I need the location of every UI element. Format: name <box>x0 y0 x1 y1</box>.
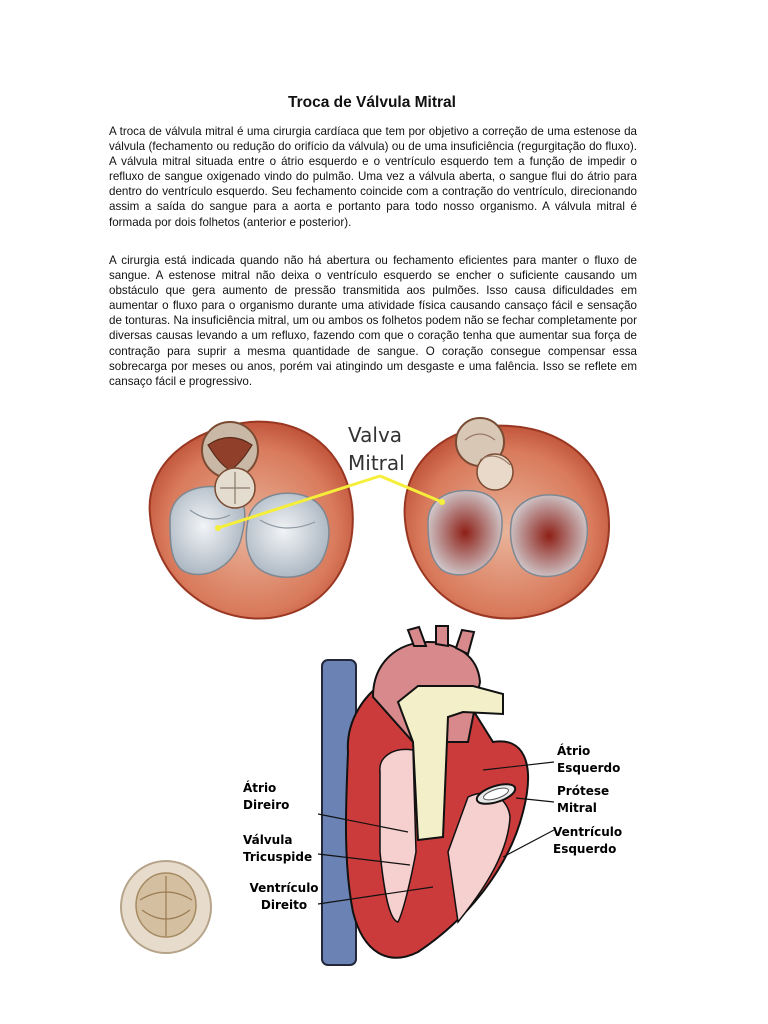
label-ventriculo-esquerdo: Ventrículo Esquerdo <box>553 825 623 856</box>
document-title: Troca de Válvula Mitral <box>288 94 456 111</box>
prosthetic-valve-photo <box>118 858 214 956</box>
label-valvula-tricuspide: Válvula Tricuspide <box>243 833 313 864</box>
valva-label-line2: Mitral <box>348 451 405 475</box>
label-atrio-esquerdo: Átrio Esquerdo <box>557 744 621 775</box>
paragraph-indication: A cirurgia está indicada quando não há abertura ou fechamento eficientes para manter o fluxo de sangue. A estenose mitral não deixa o ventrículo esquerdo se encher o suficiente causando um obstáculo que gera aumento de pressão transmitida aos pulmões. Isso causa dificuldades em aumentar o fluxo para o organismo durante uma atividade física causando cansaço fácil e sensação de tonturas. Na insuficiência mitral, um ou ambos os folhetos podem não se fechar completamente por diversas causas levando a um refluxo, fazendo com que o coração tenha que aumentar sua força de contração para suprir a mesma quantidade de sangue. O coração consegue compensar essa sobrecarga por meses ou anos, porém vai atingindo um desgaste e uma falência. Isso se reflete em cansaço fácil e progressivo. <box>109 254 637 388</box>
paragraph-intro: A troca de válvula mitral é uma cirurgia cardíaca que tem por objetivo a correção de uma estenose da válvula (fechamento ou redução do orifício da válvula) ou de uma insuficiência (regurgitação do fluxo). A válvula mitral situada entre o átrio esquerdo e o ventrículo esquerdo tem a função de impedir o refluxo de sangue oxigenado vindo do pulmão. Uma vez a válvula aberta, o sangue flui do átrio para dentro do ventrículo esquerdo. Seu fechamento coincide com a contração do ventrículo, direcionando assim a saída do sangue para a aorta e portanto para todo nosso organismo. A válvula mitral é formada por dois folhetos (anterior e posterior). <box>109 125 637 229</box>
heart-diagram <box>318 622 558 978</box>
valve-cross-section-figure <box>130 410 640 625</box>
open-valves-section <box>405 418 609 619</box>
label-atrio-direito: Átrio Direiro <box>243 781 290 812</box>
label-ventriculo-direito: Ventrículo Direito <box>249 881 319 912</box>
valva-label-line1: Valva <box>348 423 403 447</box>
closed-valves-section <box>150 422 353 619</box>
label-protese-mitral: Prótese Mitral <box>557 784 610 815</box>
